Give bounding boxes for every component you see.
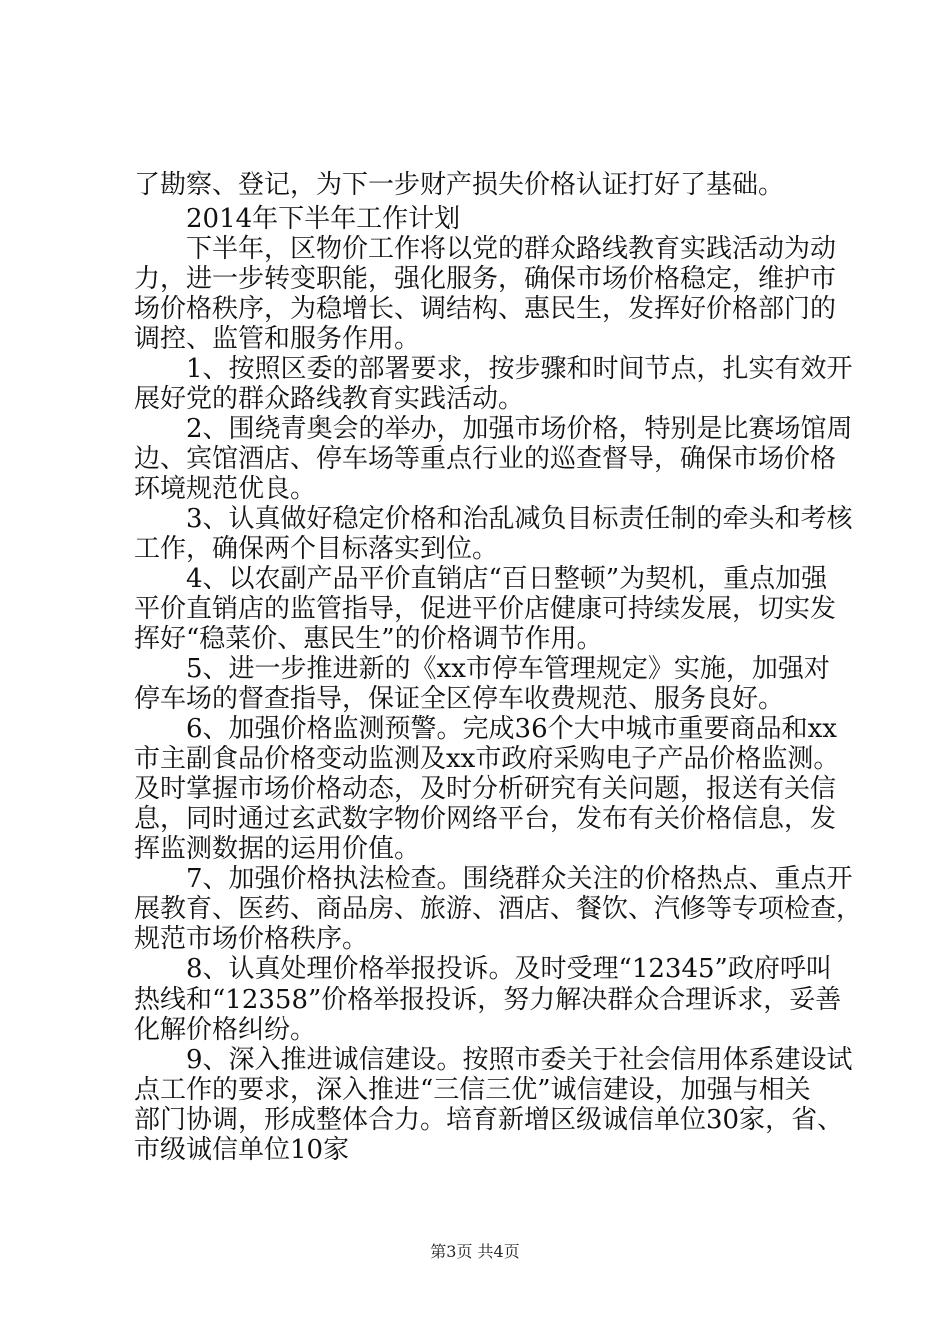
text-line: 展教育、医药、商品房、旅游、酒店、餐饮、汽修等专项检查，	[134, 894, 863, 924]
text-line: 点工作的要求，深入推进“三信三优”诚信建设，加强与相关	[134, 1075, 811, 1105]
text-line: 场价格秩序，为稳增长、调结构、惠民生，发挥好价格部门的	[134, 294, 837, 324]
text-line: 部门协调，形成整体合力。培育新增区级诚信单位30家，省、	[134, 1105, 844, 1135]
text-line: 了勘察、登记，为下一步财产损失价格认证打好了基础。	[134, 170, 785, 200]
text-line: 挥监测数据的运用价值。	[134, 834, 421, 864]
text-line: 3、认真做好稳定价格和治乱减负目标责任制的牵头和考核	[134, 504, 853, 534]
text-line: 环境规范优良。	[134, 474, 317, 504]
text-line: 7、加强价格执法检查。围绕群众关注的价格热点、重点开	[134, 864, 853, 894]
text-line: 边、宾馆酒店、停车场等重点行业的巡查督导，确保市场价格	[134, 444, 837, 474]
text-line: 平价直销店的监管指导，促进平价店健康可持续发展，切实发	[134, 594, 837, 624]
text-line: 9、深入推进诚信建设。按照市委关于社会信用体系建设试	[134, 1045, 853, 1075]
text-line: 市级诚信单位10家	[134, 1135, 350, 1165]
text-line: 下半年，区物价工作将以党的群众路线教育实践活动为动	[134, 234, 837, 264]
text-line: 规范市场价格秩序。	[134, 924, 369, 954]
text-line: 4、以农副产品平价直销店“百日整顿”为契机，重点加强	[134, 564, 828, 594]
section-heading: 2014年下半年工作计划	[134, 204, 461, 234]
text-line: 1、按照区委的部署要求，按步骤和时间节点，扎实有效开	[134, 354, 853, 384]
text-line: 化解价格纠纷。	[134, 1015, 317, 1045]
text-line: 2、围绕青奥会的举办，加强市场价格，特别是比赛场馆周	[134, 414, 853, 444]
text-line: 停车场的督查指导，保证全区停车收费规范、服务良好。	[134, 684, 785, 714]
text-line: 6、加强价格监测预警。完成36个大中城市重要商品和xx	[134, 714, 837, 744]
text-line: 调控、监管和服务作用。	[134, 324, 421, 354]
text-line: 8、认真处理价格举报投诉。及时受理“12345”政府呼叫	[134, 954, 832, 984]
page-footer: 第3页 共4页	[430, 1242, 520, 1261]
text-line: 热线和“12358”价格举报投诉，努力解决群众合理诉求，妥善	[134, 985, 842, 1015]
text-line: 5、进一步推进新的《xx市停车管理规定》实施，加强对	[134, 654, 830, 684]
text-line: 挥好“稳菜价、惠民生”的价格调节作用。	[134, 624, 603, 654]
text-line: 息，同时通过玄武数字物价网络平台，发布有关价格信息，发	[134, 804, 837, 834]
text-line: 工作，确保两个目标落实到位。	[134, 534, 499, 564]
text-line: 展好党的群众路线教育实践活动。	[134, 384, 525, 414]
text-line: 力，进一步转变职能，强化服务，确保市场价格稳定，维护市	[134, 264, 837, 294]
text-line: 及时掌握市场价格动态，及时分析研究有关问题，报送有关信	[134, 774, 837, 804]
text-line: 市主副食品价格变动监测及xx市政府采购电子产品价格监测。	[134, 744, 840, 774]
